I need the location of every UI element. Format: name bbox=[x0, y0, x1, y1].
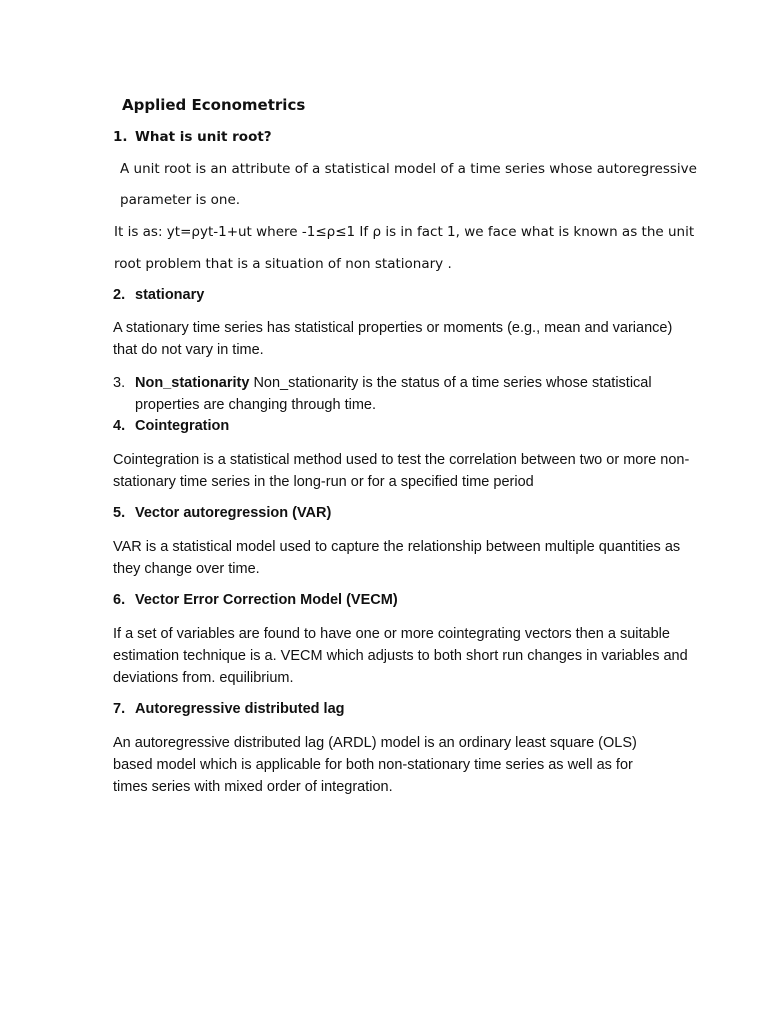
non-stationarity-item bbox=[113, 372, 693, 416]
heading-unit-root bbox=[113, 127, 272, 147]
document-title: Applied Econometrics bbox=[122, 96, 306, 114]
unit-root-line-3: It is as: yt=ρyt-1+ut where -1≤ρ≤1 If ρ is in fact 1, we face what is known as the unit bbox=[114, 224, 695, 240]
item-body: Non_stationarity is the status of a time series whose statistical properties are changing through time. bbox=[135, 375, 652, 413]
heading-text: Cointegration bbox=[135, 418, 230, 434]
heading-stationary bbox=[113, 285, 204, 305]
heading-number: 1. bbox=[113, 129, 128, 145]
cointegration-paragraph: Cointegration is a statistical method used to test the correlation between two or more non-stationary time series in the long-run or for a specified time period bbox=[113, 452, 690, 490]
heading-text: Autoregressive distributed lag bbox=[135, 701, 345, 717]
stationary-paragraph: A stationary time series has statistical properties or moments (e.g., mean and variance) that do not vary in time. bbox=[113, 320, 673, 358]
vecm-paragraph: If a set of variables are found to have one or more cointegrating vectors then a suitable estimation technique is a. VECM which adjusts to both short run changes in variables and deviations from. equilibrium. bbox=[113, 626, 688, 686]
heading-number: 2. bbox=[113, 287, 126, 303]
heading-vecm bbox=[113, 590, 398, 610]
unit-root-line-4: root problem that is a situation of non stationary . bbox=[114, 256, 452, 272]
unit-root-line-1: A unit root is an attribute of a statistical model of a time series whose autoregressive bbox=[120, 161, 697, 177]
heading-ardl bbox=[113, 699, 345, 719]
heading-number: 7. bbox=[113, 701, 126, 717]
item-number: 3. bbox=[113, 375, 126, 391]
heading-number: 5. bbox=[113, 505, 126, 521]
unit-root-line-2: parameter is one. bbox=[120, 192, 241, 208]
var-paragraph: VAR is a statistical model used to capture the relationship between multiple quantities as they change over time. bbox=[113, 539, 681, 577]
heading-var bbox=[113, 503, 331, 523]
heading-text: stationary bbox=[135, 287, 205, 303]
ardl-paragraph: An autoregressive distributed lag (ARDL) model is an ordinary least square (OLS) based model which is applicable for both non-stationary time series as well as for times series with mixed order of integration. bbox=[113, 735, 637, 795]
heading-cointegration bbox=[113, 416, 229, 436]
heading-number: 4. bbox=[113, 418, 126, 434]
heading-text: What is unit root? bbox=[135, 129, 272, 145]
item-heading: Non_stationarity bbox=[135, 375, 250, 391]
heading-number: 6. bbox=[113, 592, 126, 608]
heading-text: Vector Error Correction Model (VECM) bbox=[135, 592, 398, 608]
heading-text: Vector autoregression (VAR) bbox=[135, 505, 332, 521]
